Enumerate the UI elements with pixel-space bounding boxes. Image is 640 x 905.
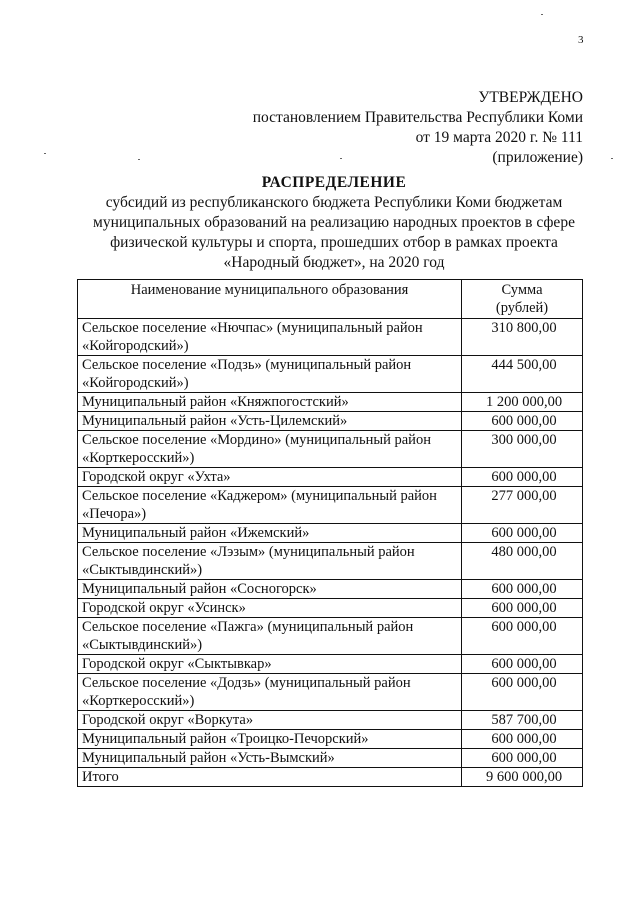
- row-amount: 1 200 000,00: [462, 393, 583, 412]
- row-name-line: «Сыктывдинский»): [82, 637, 203, 653]
- table-row: [78, 412, 583, 431]
- subtitle-line: «Народный бюджет», на 2020 год: [223, 254, 445, 271]
- table-row: [78, 618, 583, 655]
- row-name-line: Сельское поселение «Пажга» (муниципальный район: [82, 619, 414, 635]
- table-row: [78, 674, 583, 711]
- table-row: [78, 319, 583, 356]
- row-amount: 600 000,00: [462, 618, 583, 655]
- row-amount: 600 000,00: [462, 674, 583, 711]
- row-name: [78, 356, 462, 393]
- row-name-line: Сельское поселение «Додзь» (муниципальный район: [82, 675, 411, 691]
- row-name-line: Городской округ «Ухта»: [82, 469, 231, 485]
- total-row: [78, 768, 583, 787]
- row-amount: 600 000,00: [462, 468, 583, 487]
- row-name-line: Сельское поселение «Подзь» (муниципальный район: [82, 357, 412, 373]
- row-name-line: Городской округ «Сыктывкар»: [82, 656, 272, 672]
- approval-title: УТВЕРЖДЕНО: [478, 89, 583, 106]
- approval-appendix: (приложение): [492, 149, 583, 166]
- approval-stamp: [253, 88, 583, 168]
- row-name: [78, 711, 462, 730]
- table-row: [78, 356, 583, 393]
- row-name: [78, 674, 462, 711]
- row-name-line: Сельское поселение «Каджером» (муниципальный район: [82, 488, 437, 504]
- row-name: [78, 655, 462, 674]
- page-number: 3: [578, 34, 584, 46]
- row-name-line: Сельское поселение «Лэзым» (муниципальный район: [82, 544, 415, 560]
- scan-speck: [541, 14, 543, 15]
- document-subtitle: [60, 193, 608, 273]
- row-name: [78, 749, 462, 768]
- row-name: [78, 431, 462, 468]
- row-amount: 444 500,00: [462, 356, 583, 393]
- row-name-line: Сельское поселение «Нючпас» (муниципальный район: [82, 320, 423, 336]
- table-row: [78, 580, 583, 599]
- table-row: [78, 749, 583, 768]
- row-amount: 310 800,00: [462, 319, 583, 356]
- document-title: РАСПРЕДЕЛЕНИЕ: [261, 174, 407, 191]
- scan-speck: [611, 158, 613, 159]
- row-name: [78, 468, 462, 487]
- row-name: [78, 599, 462, 618]
- row-amount: 277 000,00: [462, 487, 583, 524]
- row-name: [78, 393, 462, 412]
- row-name: [78, 730, 462, 749]
- row-name: [78, 524, 462, 543]
- row-name-line: Муниципальный район «Ижемский»: [82, 525, 310, 541]
- total-label: Итого: [78, 768, 462, 787]
- row-amount: 600 000,00: [462, 599, 583, 618]
- table-row: [78, 599, 583, 618]
- row-amount: 600 000,00: [462, 412, 583, 431]
- row-name-line: Муниципальный район «Сосногорск»: [82, 581, 317, 597]
- row-name-line: Муниципальный район «Троицко-Печорский»: [82, 731, 369, 747]
- row-name-line: Городской округ «Воркута»: [82, 712, 254, 728]
- table-row: [78, 711, 583, 730]
- row-name-line: Городской округ «Усинск»: [82, 600, 246, 616]
- header-sum-label: Сумма: [501, 282, 543, 298]
- table-row: [78, 543, 583, 580]
- approval-date: от 19 марта 2020 г. № 111: [415, 129, 583, 146]
- scan-speck: [44, 153, 46, 154]
- header-sum-unit: (рублей): [495, 300, 549, 316]
- row-amount: 480 000,00: [462, 543, 583, 580]
- row-amount: 587 700,00: [462, 711, 583, 730]
- row-name-line: Муниципальный район «Княжпогостский»: [82, 394, 349, 410]
- header-name: Наименование муниципального образования: [78, 280, 462, 319]
- row-name: [78, 319, 462, 356]
- row-name: [78, 487, 462, 524]
- subtitle-line: субсидий из республиканского бюджета Республики Коми бюджетам: [105, 194, 563, 211]
- row-name: [78, 580, 462, 599]
- row-name-line: «Койгородский»): [82, 375, 189, 391]
- table-row: [78, 730, 583, 749]
- header-sum: [462, 280, 583, 319]
- row-amount: 300 000,00: [462, 431, 583, 468]
- table-row: [78, 487, 583, 524]
- row-name: [78, 618, 462, 655]
- row-name-line: Сельское поселение «Мордино» (муниципальный район: [82, 432, 431, 448]
- distribution-table: [77, 279, 583, 787]
- row-name-line: Муниципальный район «Усть-Вымский»: [82, 750, 335, 766]
- row-name-line: «Корткеросский»): [82, 693, 195, 709]
- table-row: [78, 393, 583, 412]
- scan-speck: [340, 158, 342, 159]
- subtitle-line: физической культуры и спорта, прошедших отбор в рамках проекта: [110, 234, 558, 251]
- scan-speck: [138, 159, 140, 160]
- row-amount: 600 000,00: [462, 580, 583, 599]
- table-header-row: [78, 280, 583, 319]
- approval-resolution: постановлением Правительства Республики Коми: [252, 109, 583, 126]
- row-name: [78, 543, 462, 580]
- table-row: [78, 655, 583, 674]
- row-name-line: Муниципальный район «Усть-Цилемский»: [82, 413, 348, 429]
- row-name-line: «Корткеросский»): [82, 450, 195, 466]
- subtitle-line: муниципальных образований на реализацию народных проектов в сфере: [93, 214, 575, 231]
- row-amount: 600 000,00: [462, 655, 583, 674]
- row-name: [78, 412, 462, 431]
- table-body: [78, 319, 583, 768]
- row-name-line: «Сыктывдинский»): [82, 562, 203, 578]
- row-name-line: «Койгородский»): [82, 338, 189, 354]
- row-amount: 600 000,00: [462, 730, 583, 749]
- table-row: [78, 431, 583, 468]
- table-row: [78, 468, 583, 487]
- row-amount: 600 000,00: [462, 524, 583, 543]
- total-amount: 9 600 000,00: [462, 768, 583, 787]
- table-row: [78, 524, 583, 543]
- row-amount: 600 000,00: [462, 749, 583, 768]
- row-name-line: «Печора»): [82, 506, 147, 522]
